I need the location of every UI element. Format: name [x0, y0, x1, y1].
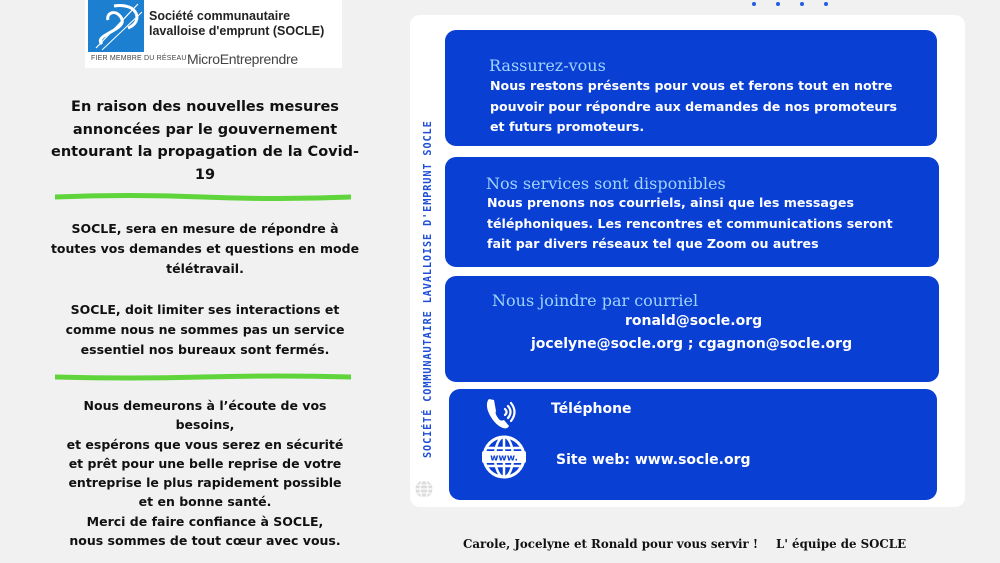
- closing-line: Merci de faire confiance à SOCLE,: [86, 513, 324, 529]
- logo-member-text: FIER MEMBRE DU RÉSEAU: [91, 55, 187, 62]
- email-jocelyne-cgagnon-link[interactable]: jocelyne@socle.org ; cgagnon@socle.org: [531, 336, 853, 352]
- footer-signature-text: Carole, Jocelyne et Ronald pour vous servir !: [463, 537, 759, 551]
- services-title: Nos services sont disponibles: [486, 174, 726, 193]
- reassure-line: et futurs promoteurs.: [490, 119, 645, 134]
- services-line: Nous prenons nos courriels, ainsi que les messages: [487, 195, 854, 210]
- dot: [824, 2, 828, 6]
- phone-label[interactable]: Téléphone: [551, 401, 632, 417]
- contact-card: [449, 389, 937, 500]
- dot: [776, 2, 780, 6]
- reassure-line: pouvoir pour répondre aux demandes de nos promoteurs: [490, 98, 898, 114]
- offices-closed-paragraph: SOCLE, doit limiter ses interactions et comme nous ne sommes pas un service essentiel nos bureaux sont fermés.: [65, 302, 345, 357]
- closing-line: besoins,: [175, 417, 235, 433]
- closing-line: et en bonne santé.: [138, 494, 272, 510]
- small-globe-icon: [414, 479, 434, 499]
- services-line: fait par divers réseaux tel que Zoom ou autres: [487, 236, 819, 251]
- logo-title-line2: lavalloise d'emprunt (SOCLE): [149, 24, 325, 38]
- reassure-body: [490, 76, 897, 138]
- closing-paragraph: [50, 396, 360, 550]
- services-line: téléphoniques. Les rencontres et communications seront: [487, 215, 893, 231]
- dot: [800, 2, 804, 6]
- dot: [752, 2, 756, 6]
- services-body: [487, 193, 893, 255]
- green-divider-1: [55, 193, 351, 201]
- reassure-card: [445, 30, 937, 146]
- logo-network-name: MicroEntreprendre: [187, 51, 298, 67]
- website-link[interactable]: Site web: www.socle.org: [556, 452, 751, 468]
- vertical-org-label: SOCIÉTÉ COMMUNAUTAIRE LAVALLOISE D'EMPRUNT SOCLE: [423, 120, 434, 458]
- www-badge-text: www.: [490, 453, 518, 464]
- globe-icon: [481, 434, 527, 480]
- logo-title-line1: Société communautaire: [149, 9, 291, 23]
- email-ronald-link[interactable]: ronald@socle.org: [625, 313, 763, 329]
- email-card: [445, 276, 939, 382]
- green-divider-2: [55, 373, 351, 381]
- closing-line: Nous demeurons à l’écoute de vos: [83, 398, 327, 413]
- remote-work-paragraph: SOCLE, sera en mesure de répondre à toutes vos demandes et questions en mode télétravail.: [50, 221, 360, 276]
- footer-signature: [463, 537, 924, 551]
- socle-logo-mark-icon: [88, 0, 144, 52]
- closing-line: nous sommes de tout cœur avec vous.: [69, 533, 341, 549]
- closing-line: entreprise le plus rapidement possible: [68, 475, 342, 491]
- services-card: [445, 157, 939, 267]
- closing-line: et prêt pour une belle reprise de votre: [68, 455, 342, 471]
- reassure-title: Rassurez-vous: [489, 56, 606, 75]
- intro-heading: En raison des nouvelles mesures annoncées par le gouvernement entourant la propagation de la Covid-19: [51, 99, 359, 183]
- footer-team-text: L' équipe de SOCLE: [776, 537, 907, 551]
- email-title: Nous joindre par courriel: [492, 291, 699, 310]
- socle-logo: [85, 0, 342, 68]
- phone-icon: [485, 395, 519, 431]
- closing-line: et espérons que vous serez en sécurité: [66, 436, 344, 452]
- reassure-line: Nous restons présents pour vous et ferons tout en notre: [490, 78, 893, 93]
- logo-title: [149, 9, 324, 39]
